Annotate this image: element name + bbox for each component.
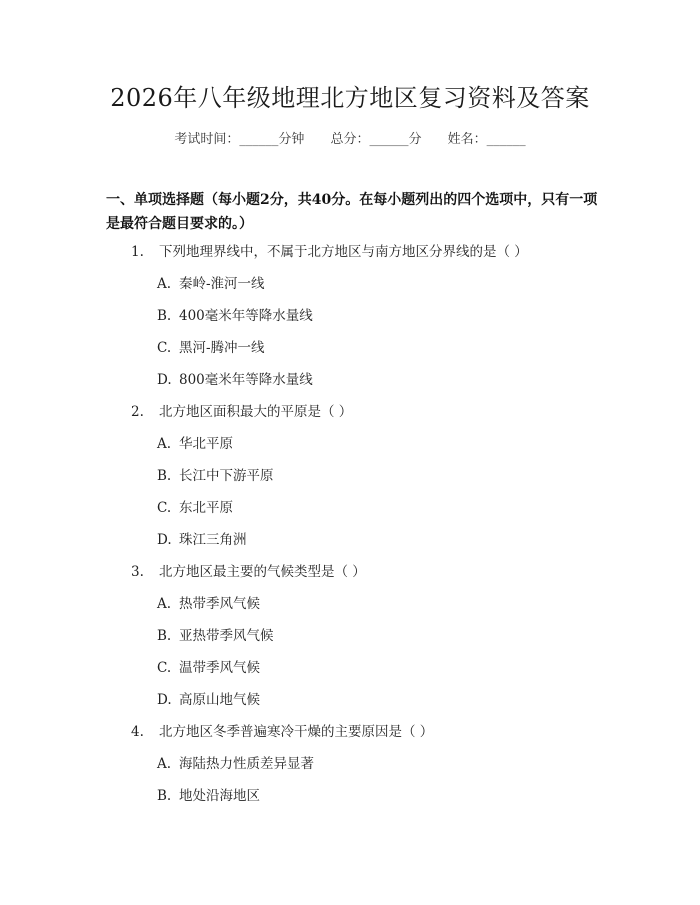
option-text: 海陆热力性质差异显著 (179, 756, 314, 772)
option-letter: A. (157, 756, 172, 772)
question-2-option-b (157, 466, 274, 486)
question-2-option-d (157, 530, 247, 550)
total-score-blank: ______ (369, 132, 409, 147)
question-text: 下列地理界线中，不属于北方地区与南方地区分界线的是（ ） (159, 244, 528, 260)
option-letter: A. (157, 276, 172, 292)
option-letter: D. (157, 692, 172, 708)
exam-time-unit: 分钟 (278, 132, 305, 147)
option-text: 东北平原 (179, 500, 233, 516)
question-1-option-b (157, 306, 313, 326)
option-letter: B. (157, 468, 172, 484)
question-4-option-a (157, 754, 314, 774)
option-text: 800毫米年等降水量线 (179, 372, 313, 388)
option-text: 热带季风气候 (179, 596, 260, 612)
total-score-label: 总分： (330, 132, 370, 147)
question-number: 1. (131, 244, 144, 260)
option-letter: C. (157, 660, 172, 676)
question-3-option-a (157, 594, 260, 614)
question-1-option-d (157, 370, 313, 390)
option-letter: A. (157, 436, 172, 452)
question-text: 北方地区面积最大的平原是（ ） (159, 404, 353, 420)
option-text: 亚热带季风气候 (179, 628, 274, 644)
question-2-option-c (157, 498, 233, 518)
option-letter: B. (157, 308, 172, 324)
option-letter: B. (157, 788, 172, 804)
question-number: 2. (131, 404, 144, 420)
option-letter: D. (157, 532, 172, 548)
option-letter: D. (157, 372, 172, 388)
option-text: 温带季风气候 (179, 660, 260, 676)
question-text: 北方地区冬季普遍寒冷干燥的主要原因是（ ） (159, 724, 434, 740)
question-2-option-a (157, 434, 233, 454)
question-3 (131, 562, 366, 582)
section-heading: 一、单项选择题（每小题2分，共40分。在每小题列出的四个选项中，只有一项是最符合题目要求的。） (106, 192, 598, 232)
question-number: 3. (131, 564, 144, 580)
question-3-option-c (157, 658, 260, 678)
option-letter: C. (157, 340, 172, 356)
document-title: 2026年八年级地理北方地区复习资料及答案 (110, 84, 590, 112)
total-score-unit: 分 (408, 132, 422, 147)
student-name-blank: ______ (486, 132, 526, 147)
exam-time-blank: ______ (239, 132, 279, 147)
question-1-option-a (157, 274, 265, 294)
question-4-option-b (157, 786, 260, 806)
option-text: 地处沿海地区 (179, 788, 260, 804)
question-3-option-b (157, 626, 274, 646)
question-1 (131, 242, 528, 262)
question-text: 北方地区最主要的气候类型是（ ） (159, 564, 366, 580)
option-letter: C. (157, 500, 172, 516)
question-4 (131, 722, 433, 742)
exam-meta (0, 130, 700, 150)
option-text: 黑河-腾冲一线 (179, 340, 265, 356)
question-1-option-c (157, 338, 265, 358)
question-3-option-d (157, 690, 260, 710)
question-2 (131, 402, 352, 422)
option-text: 珠江三角洲 (179, 532, 247, 548)
question-number: 4. (131, 724, 144, 740)
option-text: 秦岭-淮河一线 (179, 276, 265, 292)
exam-time-label: 考试时间： (174, 132, 240, 147)
option-letter: B. (157, 628, 172, 644)
option-letter: A. (157, 596, 172, 612)
student-name-label: 姓名： (447, 132, 487, 147)
option-text: 400毫米年等降水量线 (179, 308, 313, 324)
option-text: 华北平原 (179, 436, 233, 452)
option-text: 长江中下游平原 (179, 468, 274, 484)
option-text: 高原山地气候 (179, 692, 260, 708)
